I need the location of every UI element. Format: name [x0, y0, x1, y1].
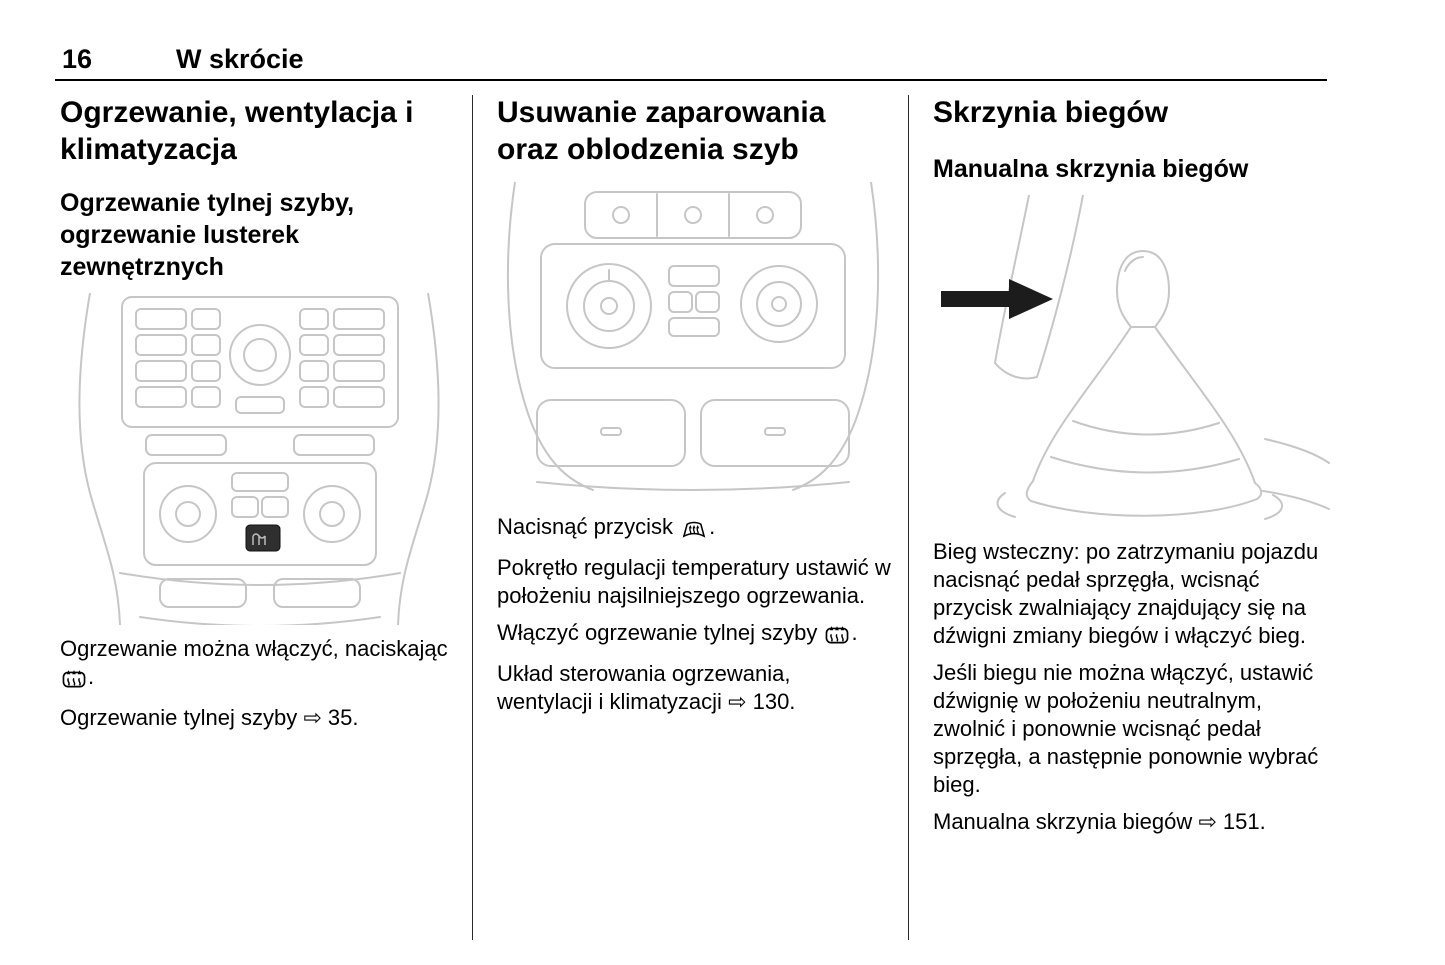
column-defrosting — [497, 95, 891, 725]
column-divider-1 — [472, 95, 473, 940]
subheading-rear-window-heating: Ogrzewanie tylnej szyby, ogrzewanie lusterek zewnętrznych — [60, 189, 355, 281]
header-rule — [55, 79, 1327, 81]
para-press-button-end: . — [709, 514, 716, 540]
heading-heating-ventilation: Ogrzewanie, wentylacja i klimatyzacja — [60, 96, 414, 166]
para-heating-activate — [60, 635, 457, 695]
climate-panel-illustration — [497, 182, 891, 497]
heading-defrosting: Usuwanie zaparowania oraz oblodzenia szyb — [497, 96, 826, 166]
page-number: 16 — [62, 44, 93, 74]
para-heating-activate-text: Ogrzewanie można włączyć, naciskając — [60, 636, 448, 662]
center-console-illustration — [60, 293, 457, 625]
climate-panel-drawing — [497, 182, 889, 497]
heading-gearbox: Skrzynia biegów — [933, 96, 1169, 129]
para-heating-reference: Ogrzewanie tylnej szyby ⇨ 35. — [60, 705, 359, 731]
section-title: W skrócie — [176, 44, 304, 74]
para-gearbox-reference: Manualna skrzynia biegów ⇨ 151. — [933, 809, 1266, 835]
pointer-arrow-icon — [941, 279, 1053, 319]
para-press-button — [497, 513, 891, 545]
windscreen-defrost-icon — [681, 516, 707, 545]
column-divider-2 — [908, 95, 909, 940]
gear-lever-drawing — [933, 195, 1333, 530]
para-gear-retry: Jeśli biegu nie można włączyć, ustawić dźwignię w położeniu neutralnym, zwolnić i ponownie wcisnąć pedał sprzęgła, a następnie ponownie wybrać bieg. — [933, 660, 1319, 798]
para-climate-reference: Układ sterowania ogrzewania, wentylacji i klimatyzacji ⇨ 130. — [497, 661, 796, 715]
para-rear-window-on-end: . — [851, 620, 858, 646]
para-press-button-text: Nacisnąć przycisk — [497, 514, 680, 540]
column-heating-ventilation — [60, 95, 457, 741]
para-rear-window-on — [497, 619, 891, 651]
center-console-drawing — [60, 293, 457, 625]
rear-window-defrost-icon — [62, 666, 86, 695]
para-reverse-gear: Bieg wsteczny: po zatrzymaniu pojazdu nacisnąć pedał sprzęgła, wcisnąć przycisk zwalniający znajdujący się na dźwigni zmiany biegów i włączyć bieg. — [933, 539, 1319, 649]
para-heating-activate-end: . — [88, 664, 95, 690]
subheading-manual-gearbox: Manualna skrzynia biegów — [933, 154, 1249, 183]
para-rear-window-on-text: Włączyć ogrzewanie tylnej szyby — [497, 620, 824, 646]
rear-window-defrost-icon — [825, 622, 849, 651]
column-gearbox — [933, 95, 1333, 845]
gear-lever-illustration — [933, 195, 1333, 530]
para-temperature-knob: Pokrętło regulacji temperatury ustawić w położeniu najsilniejszego ogrzewania. — [497, 555, 891, 609]
highlighted-rear-defrost-button — [246, 525, 280, 551]
